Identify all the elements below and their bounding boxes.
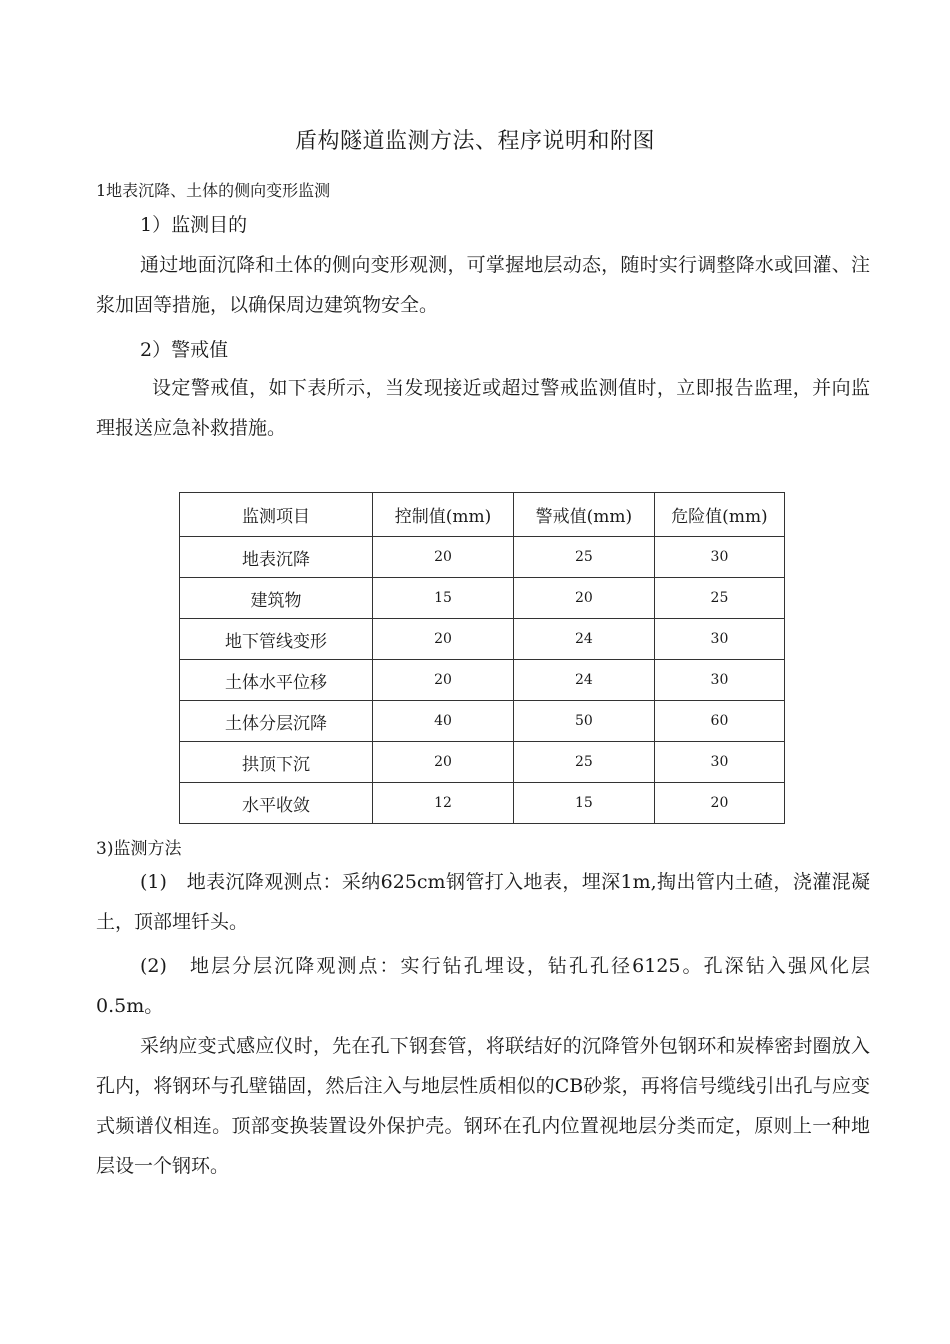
table-row [180,701,785,742]
header-control: 控制值(mm) [373,493,514,537]
header-alert: 警戒值(mm) [513,493,654,537]
row-label: 土体分层沉降 [180,701,373,742]
row-label: 地下管线变形 [180,619,373,660]
alert-value: 24 [513,619,654,660]
alert-value: 50 [513,701,654,742]
alert-value: 15 [513,783,654,824]
control-value: 20 [373,619,514,660]
alert-value: 20 [513,578,654,619]
method-item-1: (1) 地表沉降观测点：采纳625cm钢管打入地表，埋深1m,掏出管内土碴，浇灌混凝土，顶部埋钎头。 [96,871,870,933]
control-value: 20 [373,660,514,701]
danger-value: 60 [654,701,784,742]
table-row [180,783,785,824]
purpose-heading: 1）监测目的 [140,214,248,236]
header-danger: 危险值(mm) [654,493,784,537]
table-row [180,578,785,619]
table-header-row [180,493,785,537]
danger-value: 30 [654,742,784,783]
danger-value: 30 [654,619,784,660]
row-label: 建筑物 [180,578,373,619]
page-title: 盾构隧道监测方法、程序说明和附图 [294,129,655,154]
control-value: 20 [373,742,514,783]
row-label: 土体水平位移 [180,660,373,701]
table-row [180,537,785,578]
alert-value: 25 [513,537,654,578]
control-value: 12 [373,783,514,824]
alert-value: 24 [513,660,654,701]
purpose-paragraph: 通过地面沉降和土体的侧向变形观测，可掌握地层动态，随时实行调整降水或回灌、注浆加固等措施，以确保周边建筑物安全。 [96,254,870,316]
row-label: 地表沉降 [180,537,373,578]
table-row [180,619,785,660]
table-row [180,742,785,783]
header-item: 监测项目 [180,493,373,537]
danger-value: 30 [654,660,784,701]
row-label: 拱顶下沉 [180,742,373,783]
alert-paragraph: 设定警戒值，如下表所示，当发现接近或超过警戒监测值时，立即报告监理，并向监理报送应急补救措施。 [96,377,870,439]
section-heading: 1地表沉降、土体的侧向变形监测 [96,181,331,200]
alert-heading: 2）警戒值 [140,339,229,361]
threshold-table [179,492,785,824]
table-row [180,660,785,701]
control-value: 20 [373,537,514,578]
danger-value: 20 [654,783,784,824]
row-label: 水平收敛 [180,783,373,824]
method-heading: 3)监测方法 [96,839,182,859]
alert-value: 25 [513,742,654,783]
method-item-2: (2) 地层分层沉降观测点：实行钻孔埋设，钻孔孔径6125。孔深钻入强风化层0.5m。 [96,955,870,1017]
control-value: 40 [373,701,514,742]
method-paragraph: 采纳应变式感应仪时，先在孔下钢套管，将联结好的沉降管外包钢环和炭棒密封圈放入孔内，将钢环与孔壁锚固，然后注入与地层性质相似的CB砂浆，再将信号缆线引出孔与应变式频谱仪相连。顶部变换装置设外保护壳。钢环在孔内位置视地层分类而定，原则上一种地层设一个钢环。 [96,1035,870,1177]
control-value: 15 [373,578,514,619]
danger-value: 30 [654,537,784,578]
danger-value: 25 [654,578,784,619]
